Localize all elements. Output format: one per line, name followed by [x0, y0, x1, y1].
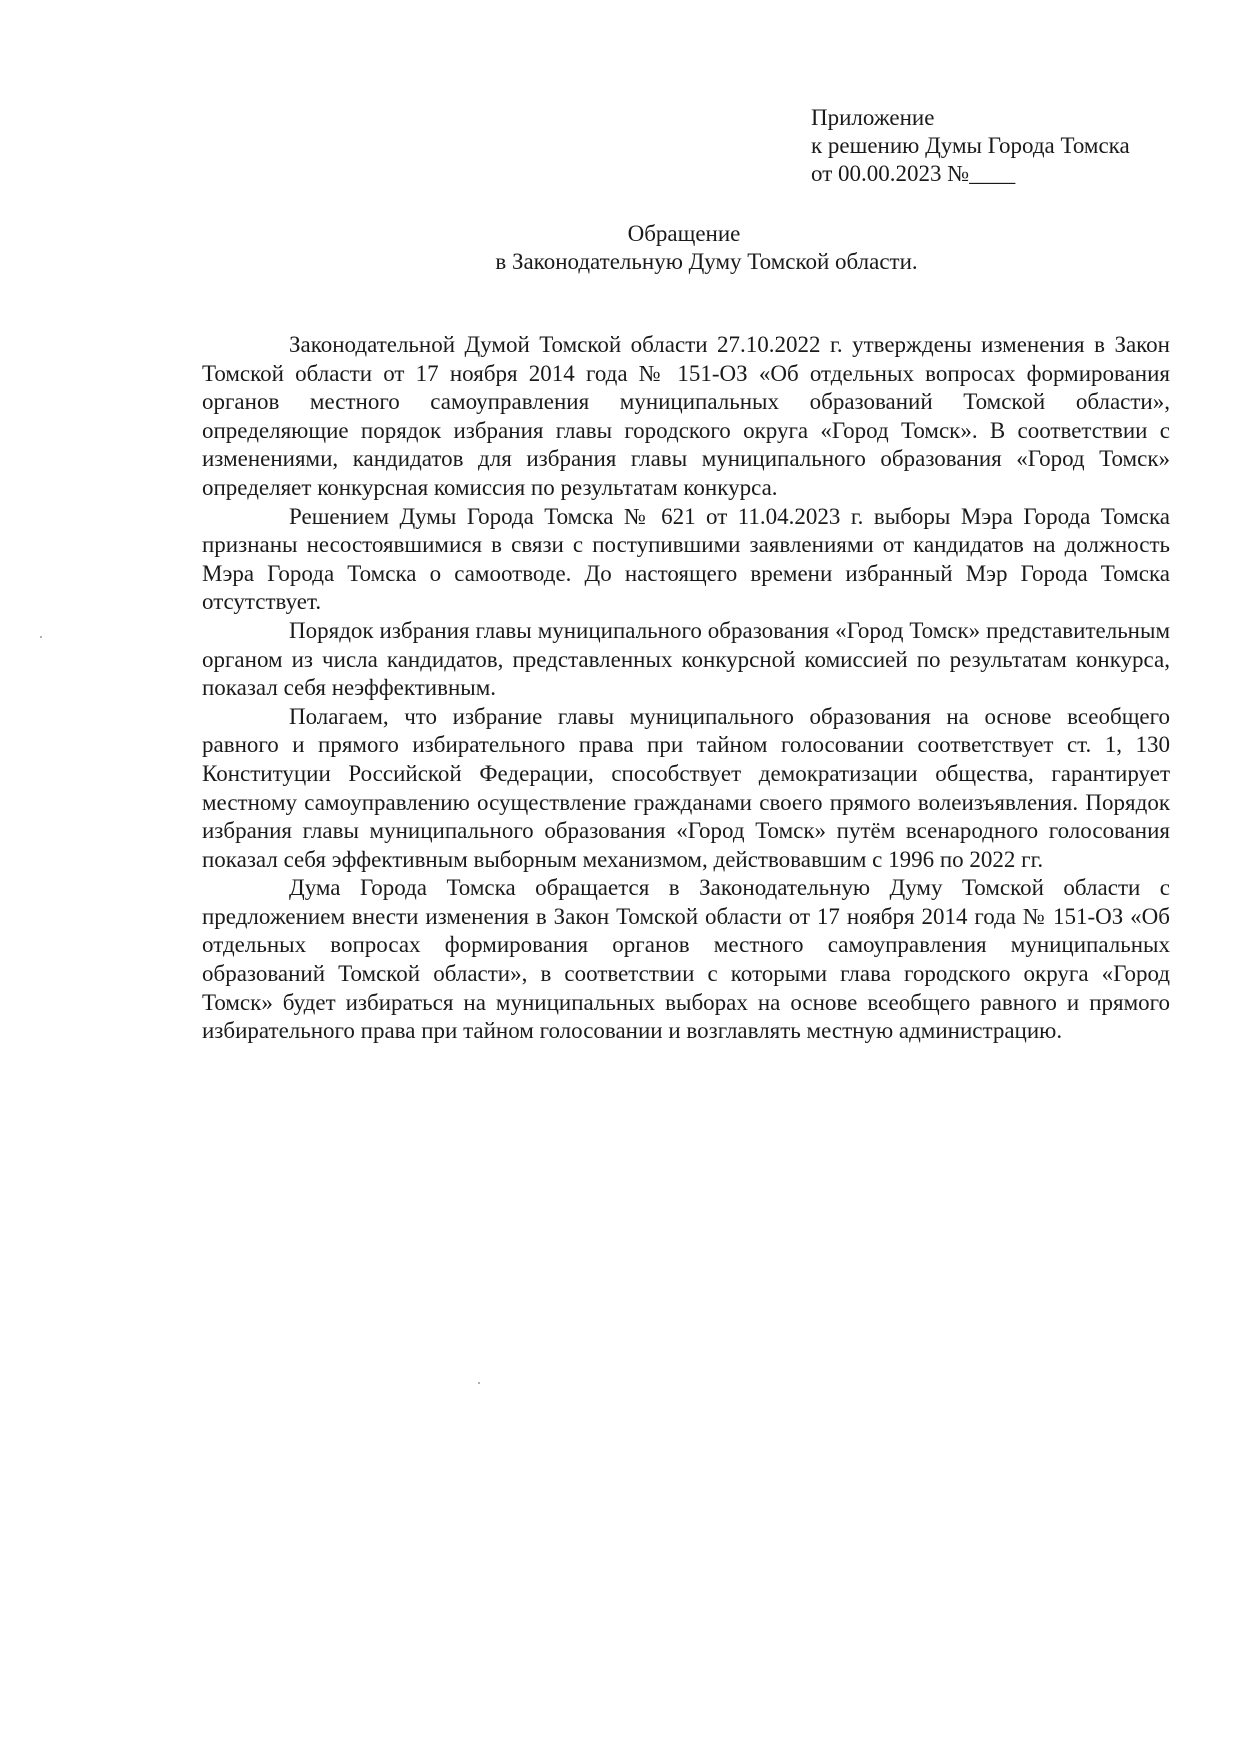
annex-date-number: от 00.00.2023 №____	[811, 161, 1016, 186]
scan-speck	[478, 1382, 480, 1384]
annex-decision-ref: к решению Думы Города Томска	[811, 133, 1130, 158]
title-line-2: в Законодательную Думу Томской области.	[495, 249, 918, 274]
document-title	[200, 220, 1168, 276]
document-body	[202, 331, 1170, 1046]
paragraph: Порядок избрания главы муниципального образования «Город Томск» представительным органом из числа кандидатов, представленных конкурсной комиссией по результатам конкурса, показал себя неэффективным.	[202, 617, 1170, 701]
annex-label: Приложение	[811, 105, 935, 130]
paragraph: Полагаем, что избрание главы муниципального образования на основе всеобщего равного и прямого избирательного права при тайном голосовании соответствует ст. 1, 130 Конституции Российской Федерации, способствует демократизации общества, гарантирует местному самоуправлению осуществление гражданами своего прямого волеизъявления. Порядок избрания главы муниципального образования «Город Томск» путём всенародного голосования показал себя эффективным выборным механизмом, действовавшим с 1996 по 2022 гг.	[202, 703, 1170, 872]
paragraph: Дума Города Томска обращается в Законодательную Думу Томской области с предложением внести изменения в Закон Томской области от 17 ноября 2014 года № 151-ОЗ «Об отдельных вопросах формирования органов местного самоуправления муниципальных образований Томской области», в соответствии с которыми глава городского округа «Город Томск» будет избираться на муниципальных выборах на основе всеобщего равного и прямого избирательного права при тайном голосовании и возглавлять местную администрацию.	[202, 875, 1170, 1044]
scan-speck	[40, 636, 42, 638]
title-line-1: Обращение	[627, 221, 741, 246]
paragraph: Законодательной Думой Томской области 27.10.2022 г. утверждены изменения в Закон Томской области от 17 ноября 2014 года № 151-ОЗ «Об отдельных вопросах формирования органов местного самоуправления муниципальных образований Томской области», определяющие порядок избрания главы городского округа «Город Томск». В соответствии с изменениями, кандидатов для избрания главы муниципального образования «Город Томск» определяет конкурсная комиссия по результатам конкурса.	[202, 332, 1170, 500]
paragraph: Решением Думы Города Томска № 621 от 11.04.2023 г. выборы Мэра Города Томска признаны несостоявшимися в связи с поступившими заявлениями от кандидатов на должность Мэра Города Томска о самоотводе. До настоящего времени избранный Мэр Города Томска отсутствует.	[202, 503, 1170, 615]
annex-header	[811, 104, 1211, 188]
